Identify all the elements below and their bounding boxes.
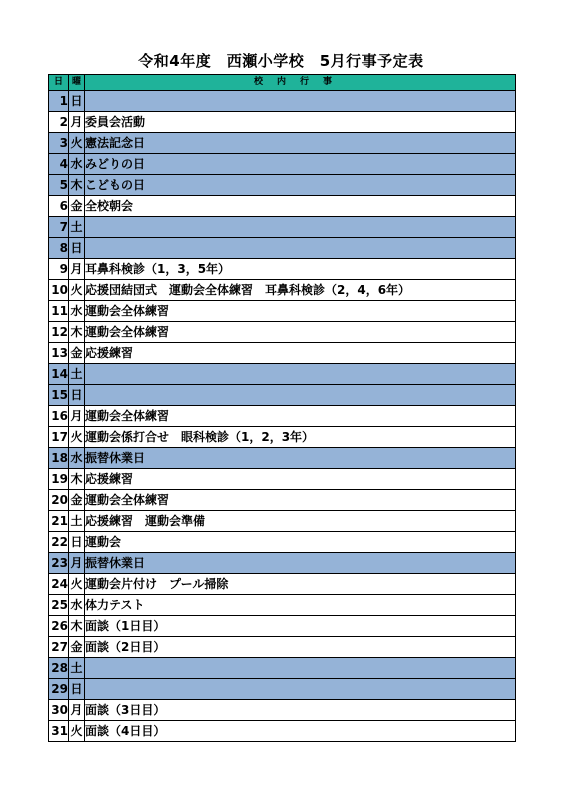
event-cell: 体力テスト [85,595,516,616]
event-cell [85,217,516,238]
event-cell: 運動会全体練習 [85,322,516,343]
event-cell: 耳鼻科検診（1，3，5年） [85,259,516,280]
day-cell: 24 [49,574,69,595]
weekday-cell: 土 [69,658,85,679]
event-cell [85,679,516,700]
weekday-cell: 月 [69,112,85,133]
table-header-row [49,75,516,91]
table-row [49,196,516,217]
weekday-cell: 土 [69,511,85,532]
weekday-cell: 木 [69,616,85,637]
weekday-cell: 水 [69,154,85,175]
weekday-cell: 水 [69,595,85,616]
day-cell: 9 [49,259,69,280]
weekday-cell: 日 [69,385,85,406]
weekday-cell: 水 [69,301,85,322]
weekday-cell: 日 [69,238,85,259]
header-day: 日 [49,75,69,91]
table-row [49,364,516,385]
weekday-cell: 木 [69,175,85,196]
table-row [49,721,516,742]
day-cell: 7 [49,217,69,238]
event-cell [85,91,516,112]
weekday-cell: 日 [69,532,85,553]
day-cell: 17 [49,427,69,448]
event-cell: 運動会片付け プール掃除 [85,574,516,595]
weekday-cell: 月 [69,700,85,721]
event-cell: 応援練習 [85,469,516,490]
weekday-cell: 火 [69,574,85,595]
table-row [49,154,516,175]
table-row [49,385,516,406]
schedule-table [48,74,516,742]
table-row [49,322,516,343]
table-row [49,511,516,532]
weekday-cell: 火 [69,427,85,448]
weekday-cell: 火 [69,721,85,742]
table-row [49,406,516,427]
event-cell: 運動会全体練習 [85,406,516,427]
weekday-cell: 月 [69,259,85,280]
table-row [49,427,516,448]
event-cell: 振替休業日 [85,553,516,574]
day-cell: 6 [49,196,69,217]
table-row [49,679,516,700]
weekday-cell: 日 [69,679,85,700]
day-cell: 19 [49,469,69,490]
day-cell: 14 [49,364,69,385]
table-row [49,217,516,238]
weekday-cell: 木 [69,469,85,490]
event-cell: 面談（1日目） [85,616,516,637]
table-row [49,343,516,364]
event-cell: 振替休業日 [85,448,516,469]
weekday-cell: 水 [69,448,85,469]
event-cell: 面談（3日目） [85,700,516,721]
day-cell: 10 [49,280,69,301]
event-cell: 面談（4日目） [85,721,516,742]
day-cell: 29 [49,679,69,700]
weekday-cell: 月 [69,553,85,574]
table-row [49,259,516,280]
day-cell: 12 [49,322,69,343]
table-row [49,532,516,553]
weekday-cell: 金 [69,490,85,511]
event-cell [85,385,516,406]
event-cell: 運動会係打合せ 眼科検診（1，2，3年） [85,427,516,448]
table-row [49,490,516,511]
weekday-cell: 日 [69,91,85,112]
weekday-cell: 土 [69,364,85,385]
day-cell: 4 [49,154,69,175]
table-row [49,637,516,658]
table-row [49,301,516,322]
weekday-cell: 月 [69,406,85,427]
weekday-cell: 木 [69,322,85,343]
table-row [49,448,516,469]
day-cell: 8 [49,238,69,259]
event-cell: 応援練習 運動会準備 [85,511,516,532]
event-cell: 委員会活動 [85,112,516,133]
day-cell: 1 [49,91,69,112]
day-cell: 20 [49,490,69,511]
event-cell: 面談（2日目） [85,637,516,658]
day-cell: 13 [49,343,69,364]
day-cell: 16 [49,406,69,427]
event-cell: 憲法記念日 [85,133,516,154]
day-cell: 31 [49,721,69,742]
weekday-cell: 火 [69,133,85,154]
day-cell: 26 [49,616,69,637]
day-cell: 2 [49,112,69,133]
day-cell: 30 [49,700,69,721]
table-row [49,238,516,259]
header-weekday: 曜 [69,75,85,91]
day-cell: 27 [49,637,69,658]
event-cell: 運動会全体練習 [85,301,516,322]
event-cell: 全校朝会 [85,196,516,217]
weekday-cell: 金 [69,343,85,364]
event-cell [85,658,516,679]
event-cell: 応援団結団式 運動会全体練習 耳鼻科検診（2，4，6年） [85,280,516,301]
table-row [49,175,516,196]
day-cell: 3 [49,133,69,154]
event-cell: 運動会全体練習 [85,490,516,511]
table-row [49,700,516,721]
day-cell: 25 [49,595,69,616]
day-cell: 15 [49,385,69,406]
weekday-cell: 火 [69,280,85,301]
table-row [49,658,516,679]
day-cell: 21 [49,511,69,532]
day-cell: 23 [49,553,69,574]
table-row [49,574,516,595]
table-row [49,553,516,574]
page-title: 令和4年度 西瀬小学校 5月行事予定表 [138,52,424,70]
event-cell [85,238,516,259]
event-cell [85,364,516,385]
table-row [49,280,516,301]
table-row [49,469,516,490]
day-cell: 28 [49,658,69,679]
day-cell: 11 [49,301,69,322]
weekday-cell: 金 [69,637,85,658]
weekday-cell: 金 [69,196,85,217]
day-cell: 22 [49,532,69,553]
event-cell: みどりの日 [85,154,516,175]
event-cell: こどもの日 [85,175,516,196]
table-row [49,91,516,112]
table-row [49,595,516,616]
table-row [49,112,516,133]
day-cell: 18 [49,448,69,469]
day-cell: 5 [49,175,69,196]
weekday-cell: 土 [69,217,85,238]
table-row [49,133,516,154]
event-cell: 運動会 [85,532,516,553]
event-cell: 応援練習 [85,343,516,364]
table-row [49,616,516,637]
header-events: 校内行事 [85,75,516,91]
